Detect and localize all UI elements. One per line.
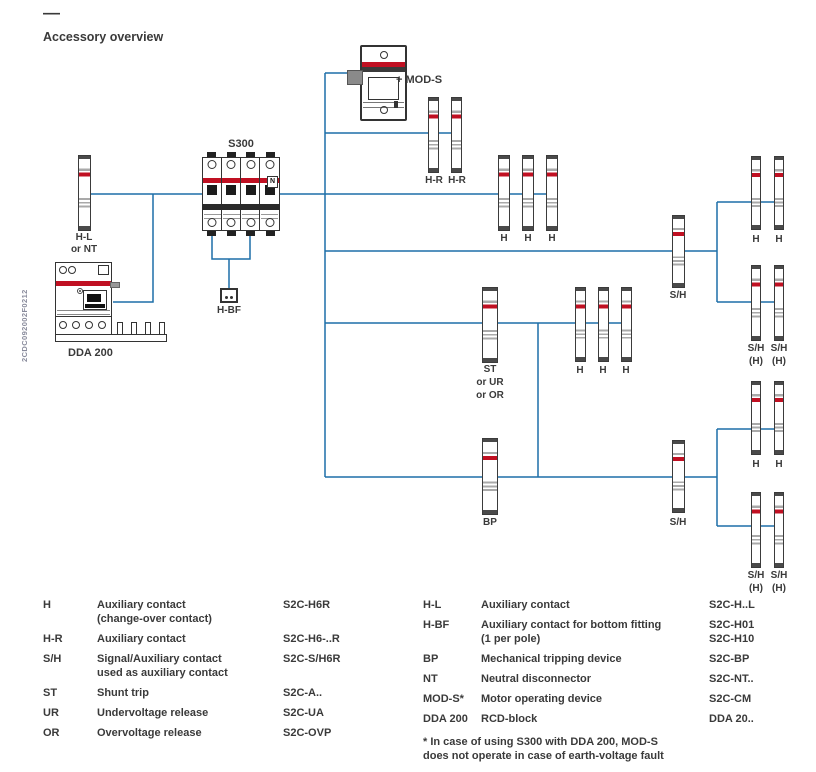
label-s-h: S/H bbox=[669, 290, 687, 301]
legend-row bbox=[43, 652, 413, 680]
legend-term: UR bbox=[43, 707, 59, 719]
legend-code bbox=[283, 632, 413, 646]
legend-desc bbox=[481, 712, 709, 726]
legend-code-line: S2C-H01 bbox=[709, 619, 755, 631]
legend-code-line: S2C-H..L bbox=[709, 599, 755, 611]
legend-code-line: S2C-OVP bbox=[283, 727, 332, 739]
legend-desc-line: Auxiliary contact bbox=[97, 633, 186, 645]
legend-desc bbox=[481, 692, 709, 706]
legend-desc-line: Undervoltage release bbox=[97, 707, 209, 719]
device-h-r bbox=[451, 97, 462, 173]
device-bp bbox=[482, 438, 498, 515]
legend-code-line: S2C-NT.. bbox=[709, 673, 754, 685]
device-h bbox=[621, 287, 632, 362]
legend-term: MOD-S* bbox=[423, 693, 464, 705]
label-mod-s: + MOD-S bbox=[396, 74, 443, 86]
legend-right-column bbox=[423, 598, 815, 763]
device-h bbox=[522, 155, 534, 231]
legend-code-line: S2C-S/H6R bbox=[283, 653, 341, 665]
footnote-line: does not operate in case of earth-voltage fault bbox=[423, 750, 664, 762]
breaker-s300 bbox=[202, 152, 280, 236]
device-h bbox=[774, 156, 784, 230]
label-h-sub: (H) bbox=[749, 583, 763, 594]
label-h: H bbox=[548, 233, 556, 244]
legend-code bbox=[709, 712, 815, 726]
breaker-pole bbox=[202, 157, 223, 231]
legend-code-line: S2C-A.. bbox=[283, 687, 323, 699]
legend-term: H-BF bbox=[423, 619, 450, 631]
label-h: H bbox=[500, 233, 508, 244]
legend-row bbox=[423, 598, 815, 612]
legend-footnote bbox=[423, 735, 815, 763]
legend-code-line: S2C-H6R bbox=[283, 599, 331, 611]
legend-term: DDA 200 bbox=[423, 713, 468, 725]
mod-s-connector bbox=[347, 70, 363, 85]
legend-term: H bbox=[43, 599, 51, 611]
legend-row bbox=[423, 652, 815, 666]
device-st-ur-or bbox=[482, 287, 498, 363]
footnote-line: * In case of using S300 with DDA 200, MOD-S bbox=[423, 736, 658, 748]
legend-desc-line: Signal/Auxiliary contact bbox=[97, 653, 222, 665]
label-dda-200: DDA 200 bbox=[68, 347, 113, 359]
label-h: H bbox=[775, 234, 783, 245]
label-s-h: S/H bbox=[747, 343, 765, 354]
legend-desc-line: (1 per pole) bbox=[481, 633, 541, 645]
legend-row bbox=[43, 726, 413, 740]
label-s-h: S/H bbox=[669, 517, 687, 528]
legend-desc bbox=[97, 632, 283, 646]
label-h: H bbox=[622, 365, 630, 376]
legend-code bbox=[283, 726, 413, 740]
legend-code-line: S2C-BP bbox=[709, 653, 750, 665]
legend-code bbox=[283, 686, 413, 700]
legend-term: S/H bbox=[43, 653, 62, 665]
legend-desc bbox=[97, 652, 283, 680]
label-h-sub: (H) bbox=[772, 356, 786, 367]
page-title: Accessory overview bbox=[43, 30, 164, 44]
label-or-nt: or NT bbox=[70, 244, 98, 255]
device-h-l bbox=[78, 155, 91, 231]
legend-row bbox=[43, 706, 413, 720]
label-s-h: S/H bbox=[770, 570, 788, 581]
label-h: H bbox=[599, 365, 607, 376]
legend-code bbox=[283, 598, 413, 626]
device-h bbox=[498, 155, 510, 231]
legend-desc bbox=[97, 726, 283, 740]
legend-desc-line: Mechanical tripping device bbox=[481, 653, 622, 665]
legend-desc bbox=[481, 618, 709, 646]
legend-code bbox=[709, 618, 815, 646]
legend-term: OR bbox=[43, 727, 60, 739]
legend-row bbox=[423, 712, 815, 726]
breaker-pole bbox=[221, 157, 242, 231]
legend-code bbox=[709, 672, 815, 686]
label-or-ur: or UR bbox=[476, 377, 504, 388]
device-h-bf bbox=[220, 288, 238, 303]
device-s-h-h bbox=[774, 265, 784, 341]
label-h: H bbox=[752, 234, 760, 245]
legend-code bbox=[709, 652, 815, 666]
legend-desc-line: RCD-block bbox=[481, 713, 538, 725]
legend-desc-line: Auxiliary contact bbox=[97, 599, 186, 611]
label-h-bf: H-BF bbox=[217, 305, 241, 316]
label-s300: S300 bbox=[228, 138, 254, 150]
label-s-h: S/H bbox=[747, 570, 765, 581]
document-code: 2CDC092002F0212 bbox=[20, 289, 29, 362]
legend-desc-line: used as auxiliary contact bbox=[97, 667, 228, 679]
device-h bbox=[751, 381, 761, 455]
legend-row bbox=[43, 632, 413, 646]
din-rail-plate bbox=[55, 334, 167, 342]
legend-term: H-R bbox=[43, 633, 63, 645]
label-h: H bbox=[576, 365, 584, 376]
toggle-bar bbox=[202, 204, 280, 210]
label-h-l: H-L bbox=[75, 232, 93, 243]
breaker-pole-neutral bbox=[259, 157, 280, 231]
legend-term: BP bbox=[423, 653, 439, 665]
legend-desc-line: (change-over contact) bbox=[97, 613, 212, 625]
legend-code bbox=[283, 652, 413, 680]
legend-code-line: S2C-H6-..R bbox=[283, 633, 340, 645]
label-h: H bbox=[775, 459, 783, 470]
legend-desc-line: Auxiliary contact for bottom fitting bbox=[481, 619, 662, 631]
label-st: ST bbox=[483, 364, 497, 375]
legend-term: ST bbox=[43, 687, 58, 699]
device-s-h bbox=[672, 440, 685, 513]
legend-desc bbox=[97, 598, 283, 626]
legend-desc-line: Overvoltage release bbox=[97, 727, 202, 739]
legend-left-column bbox=[43, 598, 413, 746]
device-h bbox=[774, 381, 784, 455]
legend-row bbox=[43, 686, 413, 700]
legend-code-line: S2C-CM bbox=[709, 693, 752, 705]
dda-test-button bbox=[98, 265, 109, 275]
legend-desc bbox=[481, 652, 709, 666]
legend-code bbox=[709, 598, 815, 612]
dda-body bbox=[55, 262, 112, 317]
label-or-or: or OR bbox=[476, 390, 504, 401]
legend-row bbox=[423, 672, 815, 686]
legend-desc-line: Auxiliary contact bbox=[481, 599, 570, 611]
device-s-h bbox=[672, 215, 685, 288]
label-h-sub: (H) bbox=[749, 356, 763, 367]
legend-term: H-L bbox=[423, 599, 442, 611]
breaker-body bbox=[202, 157, 280, 231]
device-h-r bbox=[428, 97, 439, 173]
legend-row bbox=[423, 618, 815, 646]
legend-code bbox=[283, 706, 413, 720]
legend-row bbox=[43, 598, 413, 626]
dda-terminals bbox=[55, 316, 112, 335]
legend-desc bbox=[97, 706, 283, 720]
device-h bbox=[598, 287, 609, 362]
dda-toggle bbox=[83, 290, 107, 310]
legend-code-line: S2C-UA bbox=[283, 707, 324, 719]
legend-term: NT bbox=[423, 673, 438, 685]
breaker-pole bbox=[240, 157, 261, 231]
device-s-h-h bbox=[774, 492, 784, 568]
label-h: H bbox=[752, 459, 760, 470]
label-h-r: H-R bbox=[425, 175, 443, 186]
legend-code-line: DDA 20.. bbox=[709, 713, 754, 725]
device-dda-200 bbox=[55, 262, 168, 344]
label-s-h: S/H bbox=[770, 343, 788, 354]
device-h bbox=[751, 156, 761, 230]
legend-desc bbox=[481, 598, 709, 612]
device-s-h-h bbox=[751, 492, 761, 568]
legend-desc-line: Neutral disconnector bbox=[481, 673, 592, 685]
label-h-r: H-R bbox=[448, 175, 466, 186]
device-h bbox=[546, 155, 558, 231]
legend-desc-line: Motor operating device bbox=[481, 693, 603, 705]
legend-desc-line: Shunt trip bbox=[97, 687, 149, 699]
title-dash: — bbox=[43, 3, 60, 22]
device-s-h-h bbox=[751, 265, 761, 341]
neutral-marker: N bbox=[267, 176, 278, 188]
legend-code bbox=[709, 692, 815, 706]
legend-code-line: S2C-H10 bbox=[709, 633, 755, 645]
label-h: H bbox=[524, 233, 532, 244]
legend-row bbox=[423, 692, 815, 706]
label-bp: BP bbox=[483, 517, 497, 528]
legend-desc bbox=[97, 686, 283, 700]
device-h bbox=[575, 287, 586, 362]
label-h-sub: (H) bbox=[772, 583, 786, 594]
legend-desc bbox=[481, 672, 709, 686]
